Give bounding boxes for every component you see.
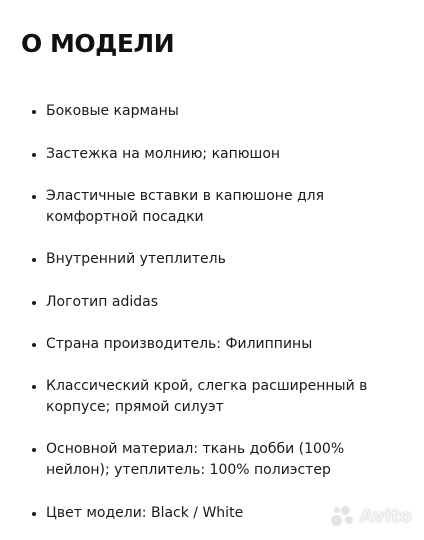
feature-text: Страна производитель: Филиппины — [46, 336, 313, 352]
avito-logo-icon — [330, 505, 356, 527]
bullet-icon — [32, 153, 36, 157]
list-item — [46, 292, 406, 313]
bullet-icon — [32, 385, 36, 389]
watermark-text: Avito — [359, 505, 412, 527]
feature-text: Логотип adidas — [46, 294, 158, 310]
bullet-icon — [32, 110, 36, 114]
list-item — [46, 334, 406, 355]
bullet-icon — [32, 195, 36, 199]
bullet-icon — [32, 343, 36, 347]
list-item — [46, 144, 406, 165]
bullet-icon — [32, 301, 36, 305]
bullet-icon — [32, 258, 36, 262]
feature-text: Эластичные вставки в капюшоне для комфортной посадки — [46, 188, 325, 225]
bullet-icon — [32, 512, 36, 516]
section-title: О МОДЕЛИ — [21, 29, 175, 58]
list-item — [46, 186, 406, 228]
feature-text: Основной материал: ткань добби (100% нейлон); утеплитель: 100% полиэстер — [46, 441, 345, 478]
list-item — [46, 439, 406, 481]
list-item — [46, 376, 406, 418]
list-item — [46, 249, 406, 270]
feature-text: Внутренний утеплитель — [46, 251, 226, 267]
feature-text: Боковые карманы — [46, 103, 179, 119]
feature-text: Классический крой, слегка расширенный в корпусе; прямой силуэт — [46, 378, 368, 415]
bullet-icon — [32, 448, 36, 452]
avito-watermark — [330, 505, 412, 527]
feature-text: Цвет модели: Black / White — [46, 505, 244, 521]
feature-text: Застежка на молнию; капюшон — [46, 146, 281, 162]
list-item — [46, 101, 406, 122]
